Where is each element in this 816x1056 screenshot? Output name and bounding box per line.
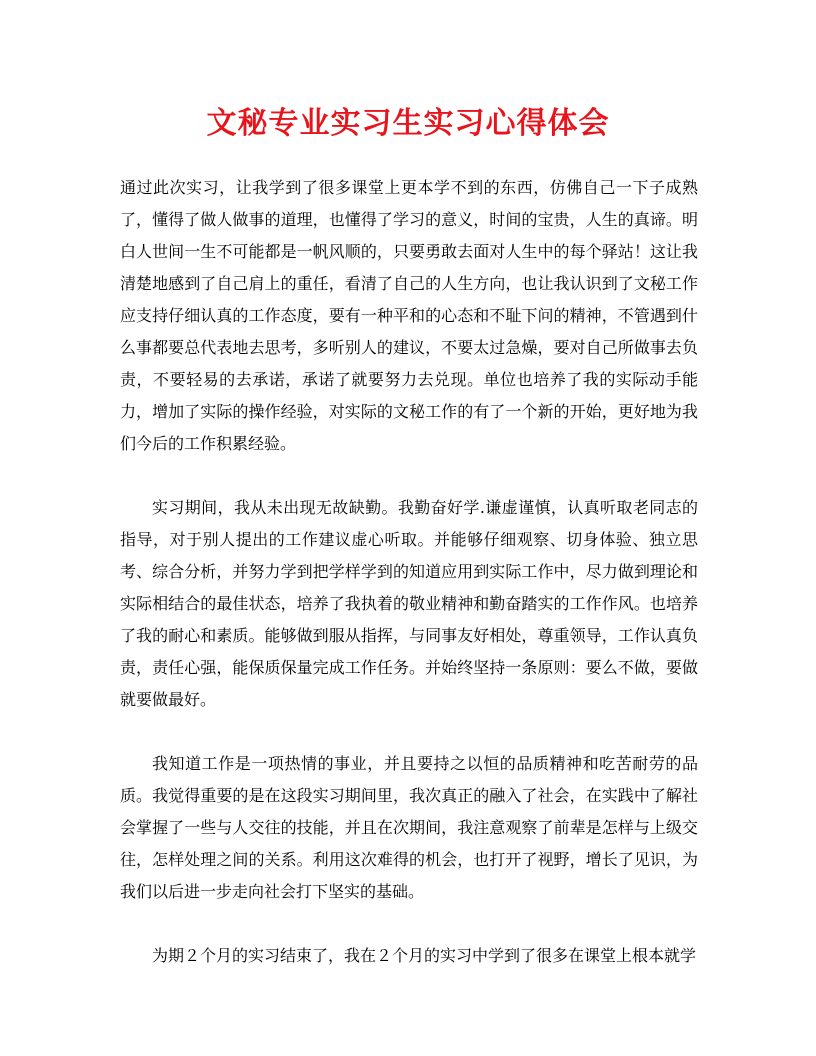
paragraph-4: 为期２个月的实习结束了，我在２个月的实习中学到了很多在课堂上根本就学 <box>152 946 697 965</box>
document-title: 文秘专业实习生实习心得体会 <box>206 106 610 141</box>
document-body <box>120 172 698 972</box>
paragraph-3: 我知道工作是一项热情的事业，并且要持之以恒的品质精神和吃苦耐劳的品质。我觉得重要的是在这段实习期间里，我次真正的融入了社会，在实践中了解社会掌握了一些与人交往的技能，并且在次期间，我注意观察了前辈是怎样与上级交往，怎样处理之间的关系。利用这次难得的机会，也打开了视野，增长了见识，为我们以后进一步走向社会打下坚实的基础。 <box>120 754 698 901</box>
paragraph-1: 通过此次实习，让我学到了很多课堂上更本学不到的东西，仿佛自己一下子成熟了，懂得了做人做事的道理，也懂得了学习的意义，时间的宝贵，人生的真谛。明白人世间一生不可能都是一帆风顺的，只要勇敢去面对人生中的每个驿站！这让我清楚地感到了自己肩上的重任，看清了自己的人生方向，也让我认识到了文秘工作应支持仔细认真的工作态度，要有一种平和的心态和不耻下问的精神，不管遇到什么事都要总代表地去思考，多听别人的建议，不要太过急燥，要对自己所做事去负责，不要轻易的去承诺，承诺了就要努力去兑现。单位也培养了我的实际动手能力，增加了实际的操作经验，对实际的文秘工作的有了一个新的开始，更好地为我们今后的工作积累经验。 <box>120 178 698 453</box>
paragraph-2: 实习期间，我从未出现无故缺勤。我勤奋好学.谦虚谨慎，认真听取老同志的指导，对于别人提出的工作建议虚心听取。并能够仔细观察、切身体验、独立思考、综合分析，并努力学到把学样学到的知道应用到实际工作中，尽力做到理论和实际相结合的最佳状态，培养了我执着的敬业精神和勤奋踏实的工作作风。也培养了我的耐心和素质。能够做到服从指挥，与同事友好相处，尊重领导，工作认真负责，责任心强，能保质保量完成工作任务。并始终坚持一条原则：要么不做，要做就要做最好。 <box>120 498 698 709</box>
